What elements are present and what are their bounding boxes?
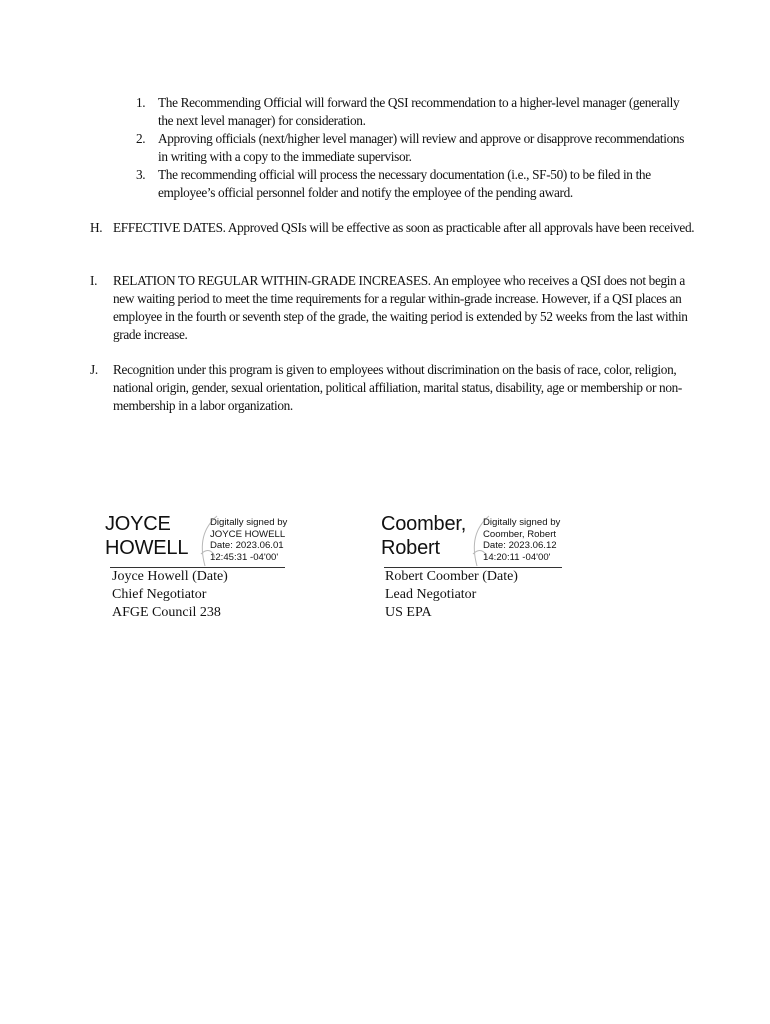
signature-meta-line: 12:45:31 -04'00' [210,551,279,563]
signature-name-line: HOWELL [105,537,189,559]
section-text: Recognition under this program is given to employees without discrimination on the basis of race, color, religion, national origin, gender, sexual orientation, political affiliation, marital status, disability, age or membership or non-membership in a labor organization. [113,362,682,413]
signature-meta-line: Digitally signed by [210,517,288,528]
signer-title: Chief Negotiator [112,587,207,602]
list-item [136,166,696,202]
signature-line [110,567,285,568]
signature-meta [210,517,287,563]
section-text: EFFECTIVE DATES. Approved QSIs will be effective as soon as practicable after all approvals have been received. [113,220,695,235]
signature-name-line: Robert [381,537,440,559]
signer-organization: US EPA [385,605,432,620]
list-item-number: 2. [136,131,146,146]
signature-name-line: JOYCE [105,513,171,535]
list-item [136,94,696,130]
section-h-effective-dates [90,219,696,237]
signature-caption [105,568,305,622]
list-item-number: 3. [136,167,146,182]
section-letter: H. [90,220,103,235]
signature-caption [381,568,581,622]
signature-name-line: Coomber, [381,513,467,535]
signer-title: Lead Negotiator [385,587,477,602]
signature-name [381,512,466,560]
signer-name: Robert Coomber (Date) [385,569,518,584]
recommendation-steps-list [136,94,696,202]
digital-signature [105,512,305,568]
section-j-non-discrimination [90,361,696,415]
section-i-within-grade-increases [90,272,696,344]
signature-name [105,512,188,560]
signature-meta-line: 14:20:11 -04'00' [483,551,551,563]
section-letter: J. [90,362,98,377]
list-item [136,130,696,166]
list-item-text: The recommending official will process the necessary documentation (i.e., SF-50) to be filed in the employee’s official personnel folder and notify the employee of the pending award. [158,167,651,200]
signer-organization: AFGE Council 238 [112,605,221,620]
signature-meta-line: Digitally signed by [483,517,561,528]
signature-meta-line: Date: 2023.06.01 [210,540,284,551]
signature-meta [483,517,560,563]
section-text: RELATION TO REGULAR WITHIN-GRADE INCREASES. An employee who receives a QSI does not begin a new waiting period to meet the time requirements for a regular within-grade increase. However, if a QSI places an employee in the fourth or seventh step of the grade, the waiting period is extended by 52 weeks from the last within grade increase. [113,273,688,342]
signature-line [384,567,562,568]
section-letter: I. [90,273,98,288]
list-item-number: 1. [136,95,146,110]
signature-meta-line: Date: 2023.06.12 [483,540,557,551]
digital-signature [381,512,581,568]
signer-name: Joyce Howell (Date) [112,569,228,584]
list-item-text: The Recommending Official will forward the QSI recommendation to a higher-level manager (generally the next level manager) for consideration. [158,95,680,128]
signature-meta-line: JOYCE HOWELL [210,528,286,540]
signature-block-joyce-howell [105,512,305,622]
signature-block-robert-coomber [381,512,581,622]
list-item-text: Approving officials (next/higher level manager) will review and approve or disapprove recommendations in writing with a copy to the immediate supervisor. [158,131,685,164]
signature-meta-line: Coomber, Robert [483,528,557,540]
